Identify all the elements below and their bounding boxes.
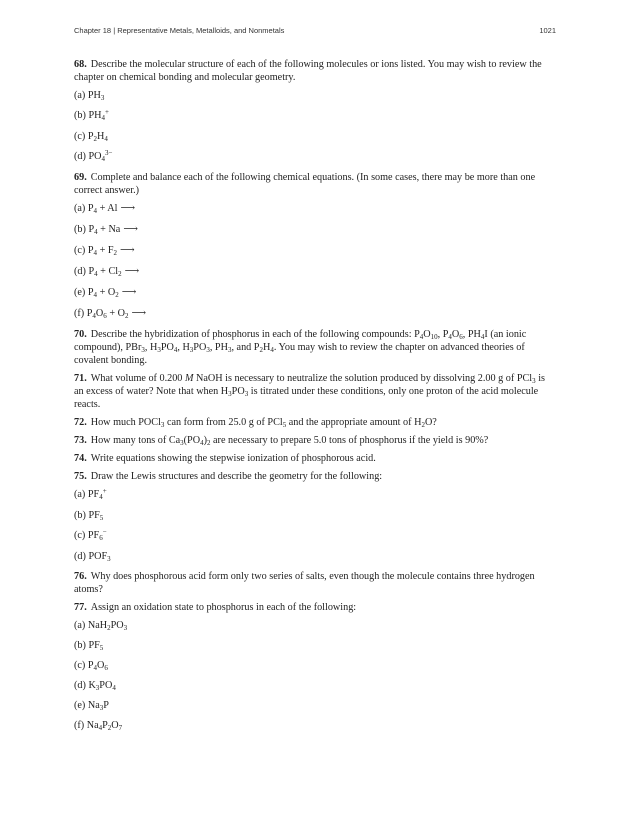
question-number: 71.	[74, 373, 87, 384]
question-number: 70.	[74, 329, 87, 340]
item-77d: (d) $K_3PO_4$	[74, 680, 116, 692]
question-text: Why does phosphorous acid form only two series of salts, even though the molecule contains three hydrogen atoms?	[74, 571, 535, 595]
item-77b: (b) $PF_5$	[74, 640, 104, 652]
item-75d: (d) $POF_3$	[74, 551, 111, 563]
question-number: 77.	[74, 602, 87, 613]
item-77a: (a) $NaH_2PO_3$	[74, 620, 128, 632]
question-number: 75.	[74, 471, 87, 482]
question-text: Assign an oxidation state to phosphorus in each of the following:	[90, 602, 357, 613]
question-75	[74, 470, 556, 483]
item-69b: (b) $P_4 + Na$ ⟶	[74, 224, 138, 236]
item-75c: (c) $PF_6^-$	[74, 528, 107, 542]
question-72: 72. How much POCl$_3$ can form from 25.0 g of PCl$_5$ and the appropriate amount of $H_2O$?	[74, 417, 437, 429]
reaction-arrow: ⟶	[120, 245, 135, 256]
exercise-list	[74, 58, 556, 739]
item-69f: (f) $P_4O_6 + O_2$ ⟶	[74, 308, 147, 320]
item-68b: (b) $PH_4^+$	[74, 108, 109, 122]
item-68a: (a) $PH_3$	[74, 90, 105, 102]
question-69	[74, 171, 556, 197]
running-header	[74, 26, 556, 38]
item-69c: (c) $P_4 + F_2$ ⟶	[74, 245, 135, 257]
reaction-arrow: ⟶	[123, 224, 138, 235]
question-74	[74, 452, 556, 465]
question-71: 71. What volume of 0.200 M NaOH is necessary to neutralize the solution produced by dissolving 2.00 g of PCl$_3$ is an excess of water? Note that when $H_3PO_3$ is titrated under these conditions, only one proton of the acid molecule reacts.	[74, 373, 545, 410]
item-77f: (f) $Na_4P_2O_7$	[74, 720, 123, 732]
item-69d: (d) $P_4 + Cl_2$ ⟶	[74, 266, 140, 278]
question-number: 76.	[74, 571, 87, 582]
item-77e: (e) $Na_3P$	[74, 700, 109, 712]
item-69e: (e) $P_4 + O_2$ ⟶	[74, 287, 137, 299]
question-68	[74, 58, 556, 84]
question-76	[74, 570, 556, 596]
page-number: 1021	[539, 26, 556, 35]
chapter-title: Chapter 18 | Representative Metals, Metalloids, and Nonmetals	[74, 26, 285, 35]
question-70: 70. Describe the hybridization of phosphorus in each of the following compounds: $P_4O_{10}$, $P_4O_6$, $PH_4I$ (an ionic compound), PBr$_3$, $H_3PO_4$, $H_3PO_3$, $PH_3$, and $P_2H_4$. You may wish to review the chapter on advanced theories of covalent bonding.	[74, 329, 527, 366]
question-number: 72.	[74, 417, 87, 428]
item-68c: (c) $P_2H_4$	[74, 131, 108, 143]
reaction-arrow: ⟶	[124, 266, 140, 277]
item-69a: (a) $P_4 + Al$ ⟶	[74, 203, 136, 215]
reaction-arrow: ⟶	[131, 308, 147, 319]
question-number: 68.	[74, 59, 87, 70]
reaction-arrow: ⟶	[120, 203, 136, 214]
reaction-arrow: ⟶	[121, 287, 137, 298]
item-75a: (a) $PF_4^+$	[74, 487, 107, 501]
question-text: Describe the molecular structure of each of the following molecules or ions listed. You may wish to review the chapter on chemical bonding and molecular geometry.	[74, 59, 542, 83]
question-number: 73.	[74, 435, 87, 446]
question-text: Draw the Lewis structures and describe the geometry for the following:	[90, 471, 383, 482]
item-68d: (d) $PO_4^{3-}$	[74, 149, 113, 163]
question-77	[74, 601, 556, 614]
item-77c: (c) $P_4O_6$	[74, 660, 108, 672]
question-73: 73. How many tons of $Ca_3(PO_4)_2$ are necessary to prepare 5.0 tons of phosphorus if the yield is 90%?	[74, 435, 489, 447]
question-text: Complete and balance each of the following chemical equations. (In some cases, there may be more than one correct answer.)	[74, 172, 536, 196]
question-number: 74.	[74, 453, 87, 464]
item-75b: (b) $PF_5$	[74, 510, 104, 522]
question-text: Write equations showing the stepwise ionization of phosphorous acid.	[90, 453, 376, 464]
question-number: 69.	[74, 172, 87, 183]
